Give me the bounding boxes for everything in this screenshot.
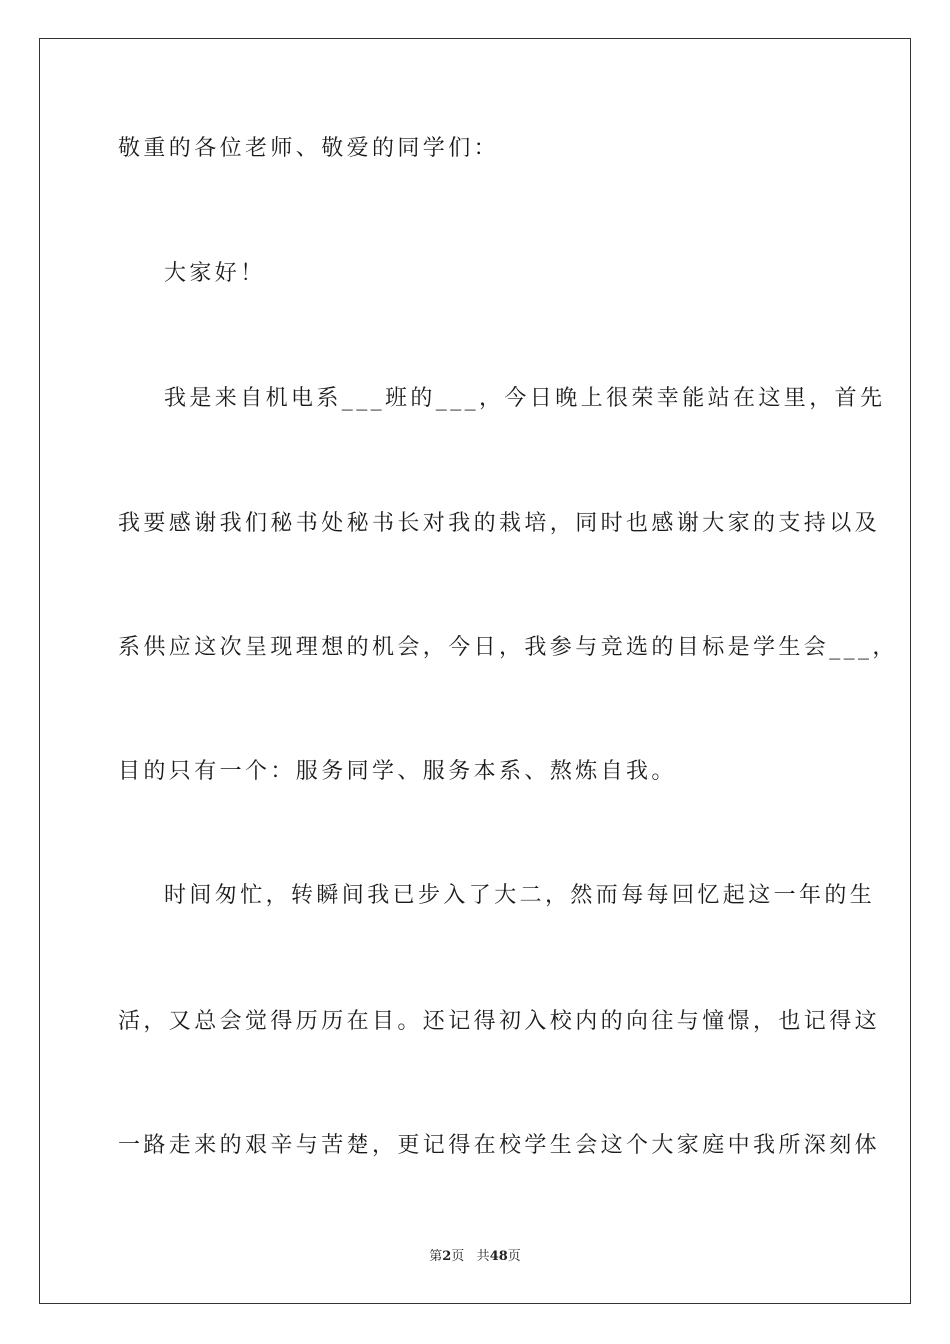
salutation-line: 敬重的各位老师、敬爱的同学们： bbox=[118, 136, 500, 161]
total-prefix: 共 bbox=[476, 1249, 490, 1264]
current-page-number: 2 bbox=[442, 1249, 452, 1264]
page-suffix: 页 bbox=[451, 1249, 465, 1264]
page-frame bbox=[39, 38, 911, 1304]
paragraph-line: 我要感谢我们秘书处秘书长对我的栽培，同时也感谢大家的支持以及 bbox=[118, 511, 881, 536]
page-prefix: 第 bbox=[429, 1249, 443, 1264]
total-pages-number: 48 bbox=[489, 1249, 508, 1264]
paragraph-line: 我是来自机电系___班的___，今日晚上很荣幸能站在这里，首先 bbox=[164, 386, 886, 411]
greeting-line: 大家好！ bbox=[164, 261, 266, 286]
paragraph-line: 目的只有一个：服务同学、服务本系、熬炼自我。 bbox=[118, 759, 677, 784]
total-suffix: 页 bbox=[507, 1249, 521, 1264]
paragraph-line: 系供应这次呈现理想的机会，今日，我参与竞选的目标是学生会___， bbox=[118, 635, 898, 660]
paragraph-line: 活，又总会觉得历历在目。还记得初入校内的向往与憧憬，也记得这 bbox=[118, 1009, 881, 1034]
page-footer bbox=[0, 1248, 950, 1266]
paragraph-line: 一路走来的艰辛与苦楚，更记得在校学生会这个大家庭中我所深刻体 bbox=[118, 1133, 881, 1158]
paragraph-line: 时间匆忙，转瞬间我已步入了大二，然而每每回忆起这一年的生 bbox=[164, 883, 876, 908]
